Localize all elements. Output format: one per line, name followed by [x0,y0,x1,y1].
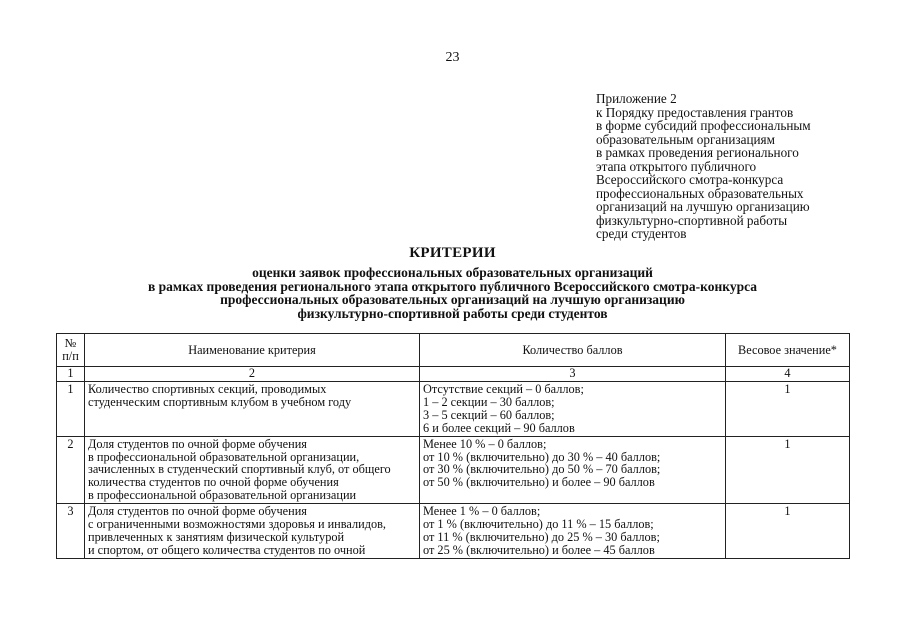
criterion-points [420,382,726,437]
document-title: КРИТЕРИИ [409,245,496,261]
header-criterion-name: Наименование критерия [85,334,420,367]
criterion-line: студенческим спортивным клубом в учебном году [88,394,352,409]
criterion-line: привлеченных к занятиям физической культурой [88,529,345,544]
points-line: от 10 % (включительно) до 30 % – 40 баллов; [423,449,661,464]
row-number: 3 [57,504,85,559]
criterion-weight: 1 [726,436,850,504]
criterion-points [420,504,726,559]
appendix-note [596,92,856,241]
subtitle-line: профессиональных образовательных организаций на лучшую организацию [220,292,685,307]
points-line: 3 – 5 секций – 60 баллов; [423,407,555,422]
appendix-line: образовательным организациям [596,131,775,147]
criterion-name [85,382,420,437]
table-header-row [57,334,850,367]
subtitle-line: физкультурно-спортивной работы среди студентов [297,305,608,321]
table-row [57,504,850,559]
criterion-line: Доля студентов по очной форме обучения [88,504,307,519]
points-line: от 11 % (включительно) до 25 % – 30 баллов; [423,529,660,544]
criteria-table [56,333,850,559]
criterion-name [85,504,420,559]
header-points: Количество баллов [420,334,726,367]
subtitle-line: оценки заявок профессиональных образовательных организаций [252,265,653,280]
appendix-line: в форме субсидий профессиональным [596,118,811,133]
points-line: от 1 % (включительно) до 11 % – 15 баллов; [423,517,654,532]
header-weight: Весовое значение* [726,334,850,367]
header-number [57,334,85,367]
criterion-line: количества студентов по очной форме обучения [88,475,339,490]
column-number-row [57,367,850,382]
points-line: от 25 % (включительно) и более – 45 баллов [423,542,655,557]
points-line: Менее 1 % – 0 баллов; [423,504,541,519]
appendix-line: профессиональных образовательных [596,185,804,201]
points-line: Менее 10 % – 0 баллов; [423,436,547,451]
table-row [57,382,850,437]
table-row [57,436,850,504]
document-subtitle [0,266,905,320]
row-number: 2 [57,436,85,504]
appendix-line: Всероссийского смотра-конкурса [596,172,784,187]
criterion-line: и спортом, от общего количества студентов по очной [88,542,366,557]
row-number: 1 [57,382,85,437]
points-line: 1 – 2 секции – 30 баллов; [423,394,555,409]
criterion-line: зачисленных в студенческий спортивный клуб, от общего [88,462,391,477]
header-number-line: № [64,336,77,351]
appendix-line: среди студентов [596,226,687,241]
appendix-line: этапа открытого публичного [596,158,757,174]
criterion-weight: 1 [726,504,850,559]
appendix-line: к Порядку предоставления грантов [596,104,794,120]
criterion-line: Количество спортивных секций, проводимых [88,382,327,396]
criterion-line: с ограниченными возможностями здоровья и инвалидов, [88,517,386,532]
criterion-line: в профессиональной образовательной организации, [88,449,360,464]
subtitle-line: в рамках проведения регионального этапа открытого публичного Всероссийского смотра-конкурса [147,278,758,294]
criterion-line: в профессиональной образовательной организации [88,488,357,503]
appendix-line: в рамках проведения регионального [596,145,799,160]
criterion-points [420,436,726,504]
criterion-weight: 1 [726,382,850,437]
column-number: 3 [420,367,726,382]
criterion-line: Доля студентов по очной форме обучения [88,436,307,451]
column-number: 4 [726,367,850,382]
points-line: от 50 % (включительно) и более – 90 баллов [423,475,655,490]
points-line: 6 и более секций – 90 баллов [423,420,575,435]
column-number: 2 [85,367,420,382]
column-number: 1 [57,367,85,382]
appendix-line: физкультурно-спортивной работы [596,212,788,228]
points-line: Отсутствие секций – 0 баллов; [423,382,584,396]
header-number-line: п/п [62,349,79,363]
points-line: от 30 % (включительно) до 50 % – 70 баллов; [423,462,661,477]
page-number: 23 [445,50,460,65]
appendix-line: организаций на лучшую организацию [596,199,810,214]
appendix-line: Приложение 2 [596,91,677,106]
criterion-name [85,436,420,504]
